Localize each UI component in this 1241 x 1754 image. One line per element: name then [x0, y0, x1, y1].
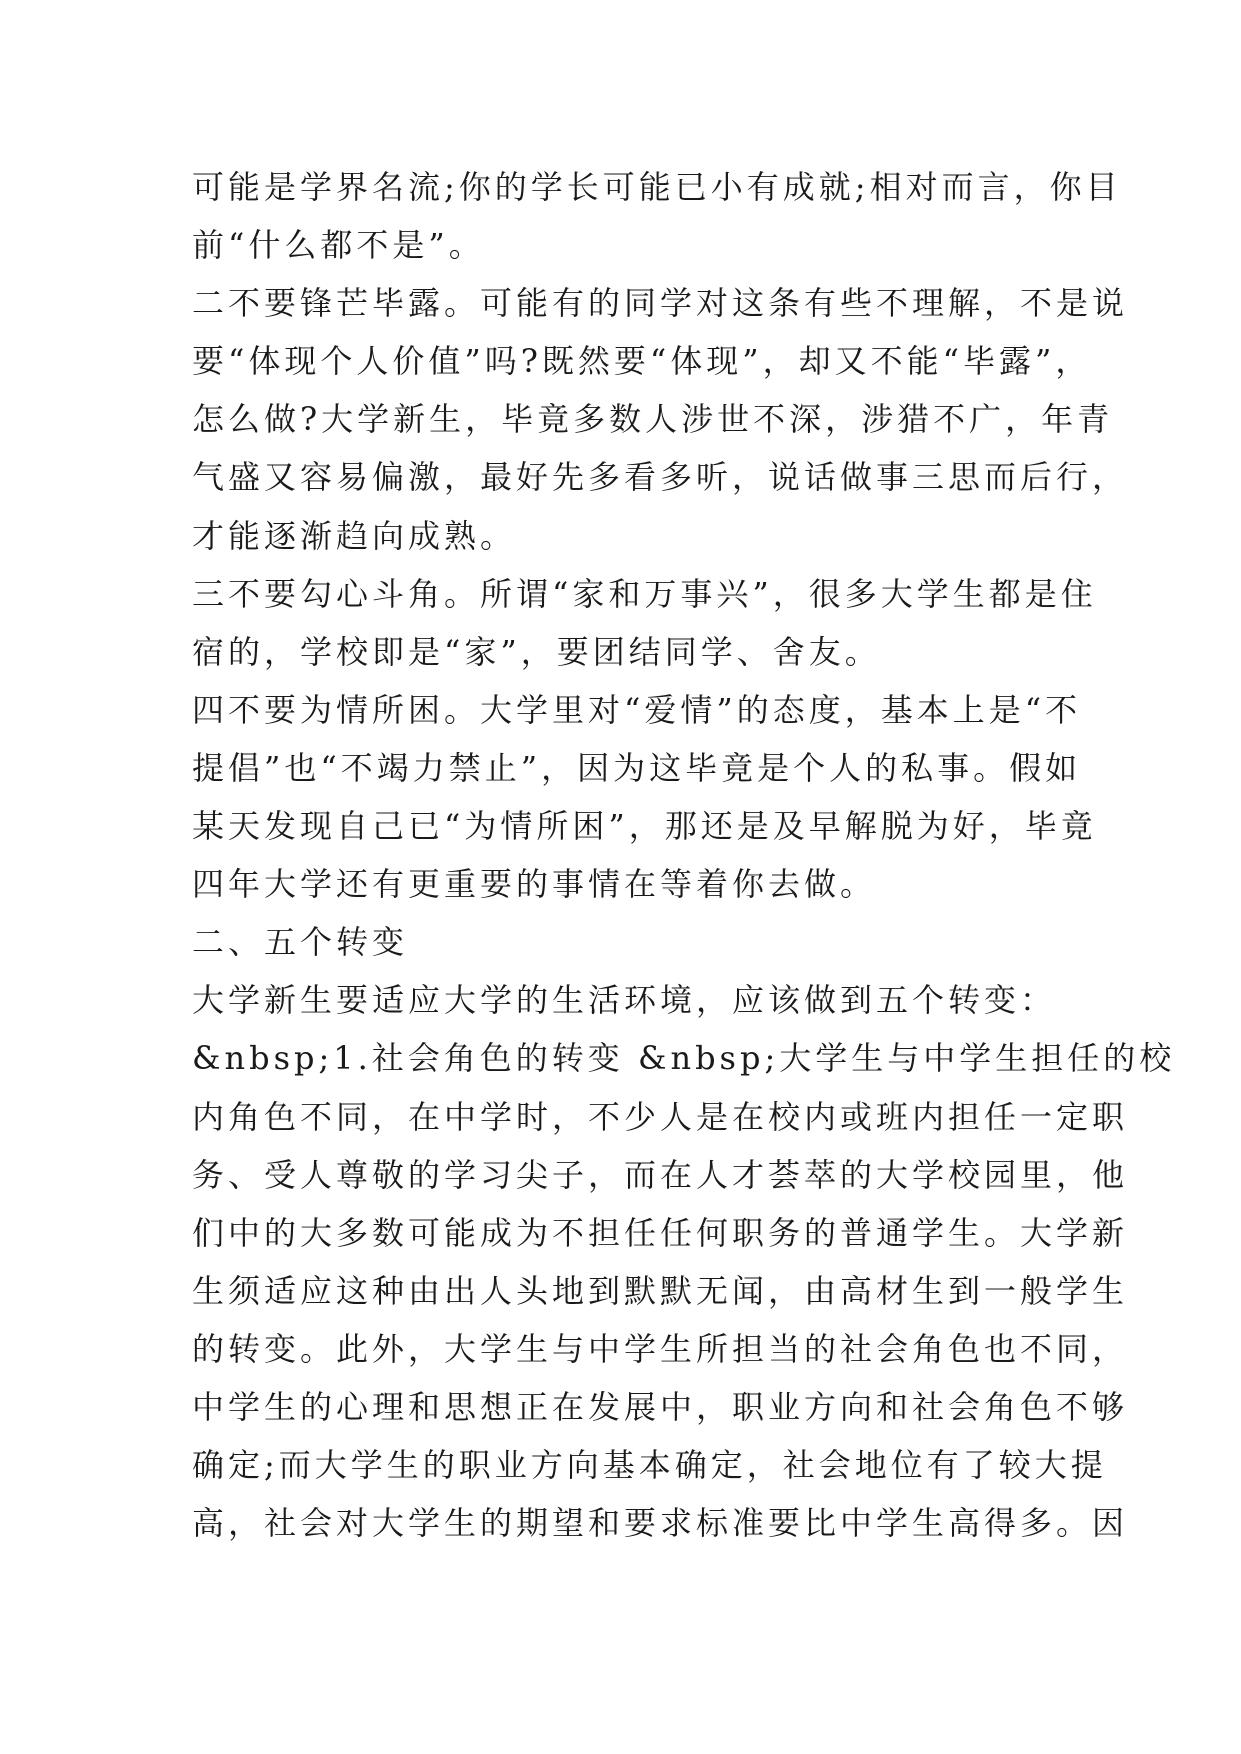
text-line: 可能是学界名流;你的学长可能已小有成就;相对而言，你目 — [192, 168, 1122, 206]
text-line: 某天发现自己已“为情所困”，那还是及早解脱为好，毕竟 — [192, 807, 1097, 846]
text-line: 怎么做?大学新生，毕竟多数人涉世不深，涉猎不广，年青 — [192, 400, 1114, 439]
text-line: 中学生的心理和思想正在发展中，职业方向和社会角色不够 — [192, 1387, 1129, 1426]
text-line: &nbsp;1.社会角色的转变 &nbsp;大学生与中学生担任的校 — [192, 1039, 1176, 1078]
text-line: 提倡”也“不竭力禁止”，因为这毕竟是个人的私事。假如 — [192, 748, 1082, 787]
text-line: 四年大学还有更重要的事情在等着你去做。 — [192, 865, 877, 904]
text-line: 务、受人尊敬的学习尖子，而在人才荟萃的大学校园里，他 — [192, 1155, 1129, 1194]
text-line: 的转变。此外，大学生与中学生所担当的社会角色也不同， — [192, 1329, 1129, 1368]
text-line: 大学新生要适应大学的生活环境，应该做到五个转变： — [192, 981, 1057, 1020]
text-line: 确定;而大学生的职业方向基本确定，社会地位有了较大提 — [192, 1446, 1107, 1485]
document-body — [192, 158, 1176, 1552]
text-line: 四不要为情所困。大学里对“爱情”的态度，基本上是“不 — [192, 690, 1082, 729]
text-line: 宿的，学校即是“家”，要团结同学、舍友。 — [192, 632, 881, 671]
text-line: 前“什么都不是”。 — [192, 226, 485, 265]
text-line: 气盛又容易偏激，最好先多看多听，说话做事三思而后行， — [192, 458, 1129, 497]
text-line: 才能逐渐趋向成熟。 — [192, 516, 517, 555]
text-line: 生须适应这种由出人头地到默默无闻，由高材生到一般学生 — [192, 1271, 1129, 1310]
text-line: 二不要锋芒毕露。可能有的同学对这条有些不理解，不是说 — [192, 284, 1129, 323]
text-line: 内角色不同，在中学时，不少人是在校内或班内担任一定职 — [192, 1097, 1129, 1136]
section-heading: 二、五个转变 — [192, 923, 409, 962]
text-line: 高，社会对大学生的期望和要求标准要比中学生高得多。因 — [192, 1504, 1129, 1543]
text-line: 们中的大多数可能成为不担任任何职务的普通学生。大学新 — [192, 1213, 1129, 1252]
text-line: 三不要勾心斗角。所谓“家和万事兴”，很多大学生都是住 — [192, 574, 1097, 613]
text-line: 要“体现个人价值”吗?既然要“体现”，却又不能“毕露”， — [192, 342, 1092, 381]
